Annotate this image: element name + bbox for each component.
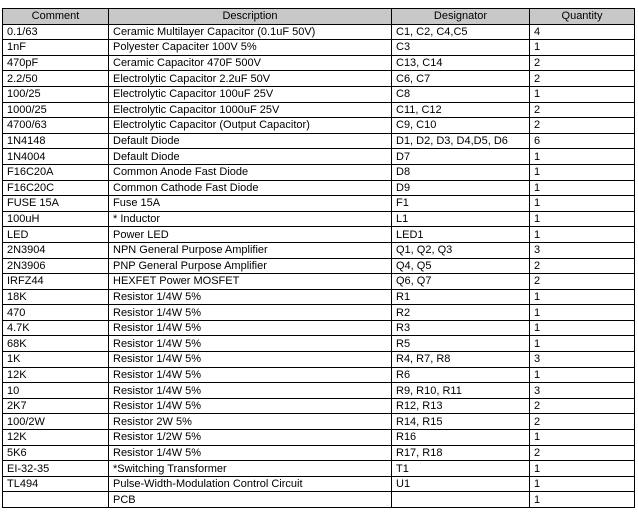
table-row: [3, 118, 635, 134]
comment-cell: 470pF: [3, 55, 109, 71]
quantity-cell: 2: [530, 118, 635, 134]
table-row: [3, 492, 635, 508]
description-cell: Electrolytic Capacitor 1000uF 25V: [109, 102, 392, 118]
designator-cell: R2: [392, 305, 530, 321]
comment-cell: 68K: [3, 336, 109, 352]
designator-cell: D8: [392, 164, 530, 180]
designator-cell: Q4, Q5: [392, 258, 530, 274]
quantity-cell: 2: [530, 55, 635, 71]
designator-cell: R14, R15: [392, 414, 530, 430]
quantity-cell: 1: [530, 211, 635, 227]
description-cell: Common Anode Fast Diode: [109, 164, 392, 180]
table-row: [3, 352, 635, 368]
designator-cell: D7: [392, 149, 530, 165]
comment-cell: 2.2/50: [3, 71, 109, 87]
comment-cell: 1N4148: [3, 133, 109, 149]
table-row: [3, 461, 635, 477]
quantity-cell: 2: [530, 445, 635, 461]
quantity-cell: 1: [530, 305, 635, 321]
column-header-designator: Designator: [392, 9, 530, 25]
table-row: [3, 367, 635, 383]
description-cell: Default Diode: [109, 133, 392, 149]
description-cell: HEXFET Power MOSFET: [109, 274, 392, 290]
description-cell: Resistor 1/4W 5%: [109, 398, 392, 414]
description-cell: Resistor 1/4W 5%: [109, 383, 392, 399]
description-cell: Ceramic Multilayer Capacitor (0.1uF 50V): [109, 24, 392, 40]
table-row: [3, 180, 635, 196]
table-row: [3, 289, 635, 305]
column-header-comment: Comment: [3, 9, 109, 25]
comment-cell: 12K: [3, 430, 109, 446]
designator-cell: R1: [392, 289, 530, 305]
quantity-cell: 3: [530, 383, 635, 399]
table-row: [3, 164, 635, 180]
designator-cell: C8: [392, 86, 530, 102]
designator-cell: C1, C2, C4,C5: [392, 24, 530, 40]
table-row: [3, 86, 635, 102]
table-row: [3, 242, 635, 258]
description-cell: Resistor 2W 5%: [109, 414, 392, 430]
table-row: [3, 414, 635, 430]
quantity-cell: 1: [530, 430, 635, 446]
description-cell: Common Cathode Fast Diode: [109, 180, 392, 196]
description-cell: Resistor 1/4W 5%: [109, 352, 392, 368]
table-row: [3, 40, 635, 56]
comment-cell: 100/2W: [3, 414, 109, 430]
description-cell: Resistor 1/4W 5%: [109, 305, 392, 321]
comment-cell: 4.7K: [3, 320, 109, 336]
designator-cell: C13, C14: [392, 55, 530, 71]
table-row: [3, 305, 635, 321]
table-row: [3, 274, 635, 290]
description-cell: Resistor 1/2W 5%: [109, 430, 392, 446]
comment-cell: 18K: [3, 289, 109, 305]
table-row: [3, 227, 635, 243]
quantity-cell: 1: [530, 289, 635, 305]
description-cell: PNP General Purpose Amplifier: [109, 258, 392, 274]
description-cell: Power LED: [109, 227, 392, 243]
comment-cell: 1N4004: [3, 149, 109, 165]
description-cell: Fuse 15A: [109, 196, 392, 212]
comment-cell: F16C20C: [3, 180, 109, 196]
designator-cell: F1: [392, 196, 530, 212]
quantity-cell: 1: [530, 367, 635, 383]
description-cell: PCB: [109, 492, 392, 508]
quantity-cell: 2: [530, 414, 635, 430]
designator-cell: LED1: [392, 227, 530, 243]
designator-cell: D1, D2, D3, D4,D5, D6: [392, 133, 530, 149]
quantity-cell: 6: [530, 133, 635, 149]
description-cell: Resistor 1/4W 5%: [109, 367, 392, 383]
comment-cell: 2N3904: [3, 242, 109, 258]
quantity-cell: 1: [530, 476, 635, 492]
quantity-cell: 1: [530, 149, 635, 165]
description-cell: Electrolytic Capacitor 2.2uF 50V: [109, 71, 392, 87]
quantity-cell: 1: [530, 196, 635, 212]
designator-cell: Q6, Q7: [392, 274, 530, 290]
table-row: [3, 196, 635, 212]
quantity-cell: 3: [530, 352, 635, 368]
designator-cell: [392, 492, 530, 508]
quantity-cell: 2: [530, 274, 635, 290]
description-cell: Pulse-Width-Modulation Control Circuit: [109, 476, 392, 492]
designator-cell: R6: [392, 367, 530, 383]
quantity-cell: 2: [530, 102, 635, 118]
description-cell: Resistor 1/4W 5%: [109, 336, 392, 352]
comment-cell: 470: [3, 305, 109, 321]
designator-cell: R16: [392, 430, 530, 446]
description-cell: Resistor 1/4W 5%: [109, 320, 392, 336]
table-row: [3, 55, 635, 71]
description-cell: *Switching Transformer: [109, 461, 392, 477]
table-row: [3, 211, 635, 227]
designator-cell: U1: [392, 476, 530, 492]
comment-cell: 1000/25: [3, 102, 109, 118]
description-cell: * Inductor: [109, 211, 392, 227]
description-cell: Electrolytic Capacitor 100uF 25V: [109, 86, 392, 102]
comment-cell: [3, 492, 109, 508]
comment-cell: 2K7: [3, 398, 109, 414]
table-row: [3, 430, 635, 446]
comment-cell: 12K: [3, 367, 109, 383]
designator-cell: D9: [392, 180, 530, 196]
comment-cell: FUSE 15A: [3, 196, 109, 212]
comment-cell: 1nF: [3, 40, 109, 56]
bom-table: [2, 8, 635, 508]
table-row: [3, 445, 635, 461]
description-cell: Default Diode: [109, 149, 392, 165]
table-row: [3, 102, 635, 118]
quantity-cell: 1: [530, 492, 635, 508]
comment-cell: 1K: [3, 352, 109, 368]
description-cell: Electrolytic Capacitor (Output Capacitor): [109, 118, 392, 134]
comment-cell: 100/25: [3, 86, 109, 102]
designator-cell: R5: [392, 336, 530, 352]
comment-cell: F16C20A: [3, 164, 109, 180]
designator-cell: R12, R13: [392, 398, 530, 414]
comment-cell: 5K6: [3, 445, 109, 461]
table-row: [3, 383, 635, 399]
designator-cell: C9, C10: [392, 118, 530, 134]
description-cell: Resistor 1/4W 5%: [109, 445, 392, 461]
quantity-cell: 1: [530, 40, 635, 56]
column-header-description: Description: [109, 9, 392, 25]
designator-cell: R4, R7, R8: [392, 352, 530, 368]
designator-cell: R3: [392, 320, 530, 336]
column-header-quantity: Quantity: [530, 9, 635, 25]
table-row: [3, 398, 635, 414]
quantity-cell: 4: [530, 24, 635, 40]
comment-cell: IRFZ44: [3, 274, 109, 290]
quantity-cell: 1: [530, 227, 635, 243]
quantity-cell: 2: [530, 71, 635, 87]
table-row: [3, 476, 635, 492]
description-cell: Polyester Capaciter 100V 5%: [109, 40, 392, 56]
designator-cell: R17, R18: [392, 445, 530, 461]
table-row: [3, 71, 635, 87]
quantity-cell: 1: [530, 86, 635, 102]
designator-cell: Q1, Q2, Q3: [392, 242, 530, 258]
designator-cell: T1: [392, 461, 530, 477]
description-cell: Ceramic Capacitor 470F 500V: [109, 55, 392, 71]
table-row: [3, 258, 635, 274]
comment-cell: LED: [3, 227, 109, 243]
quantity-cell: 2: [530, 398, 635, 414]
designator-cell: C11, C12: [392, 102, 530, 118]
designator-cell: R9, R10, R11: [392, 383, 530, 399]
comment-cell: TL494: [3, 476, 109, 492]
designator-cell: C3: [392, 40, 530, 56]
designator-cell: L1: [392, 211, 530, 227]
table-row: [3, 133, 635, 149]
comment-cell: 4700/63: [3, 118, 109, 134]
comment-cell: 10: [3, 383, 109, 399]
comment-cell: 0.1/63: [3, 24, 109, 40]
quantity-cell: 3: [530, 242, 635, 258]
comment-cell: EI-32-35: [3, 461, 109, 477]
table-row: [3, 149, 635, 165]
description-cell: Resistor 1/4W 5%: [109, 289, 392, 305]
description-cell: NPN General Purpose Amplifier: [109, 242, 392, 258]
table-row: [3, 320, 635, 336]
quantity-cell: 2: [530, 258, 635, 274]
table-row: [3, 336, 635, 352]
quantity-cell: 1: [530, 461, 635, 477]
comment-cell: 2N3906: [3, 258, 109, 274]
comment-cell: 100uH: [3, 211, 109, 227]
header-row: [3, 9, 635, 25]
designator-cell: C6, C7: [392, 71, 530, 87]
quantity-cell: 1: [530, 336, 635, 352]
quantity-cell: 1: [530, 164, 635, 180]
quantity-cell: 1: [530, 180, 635, 196]
table-row: [3, 24, 635, 40]
quantity-cell: 1: [530, 320, 635, 336]
